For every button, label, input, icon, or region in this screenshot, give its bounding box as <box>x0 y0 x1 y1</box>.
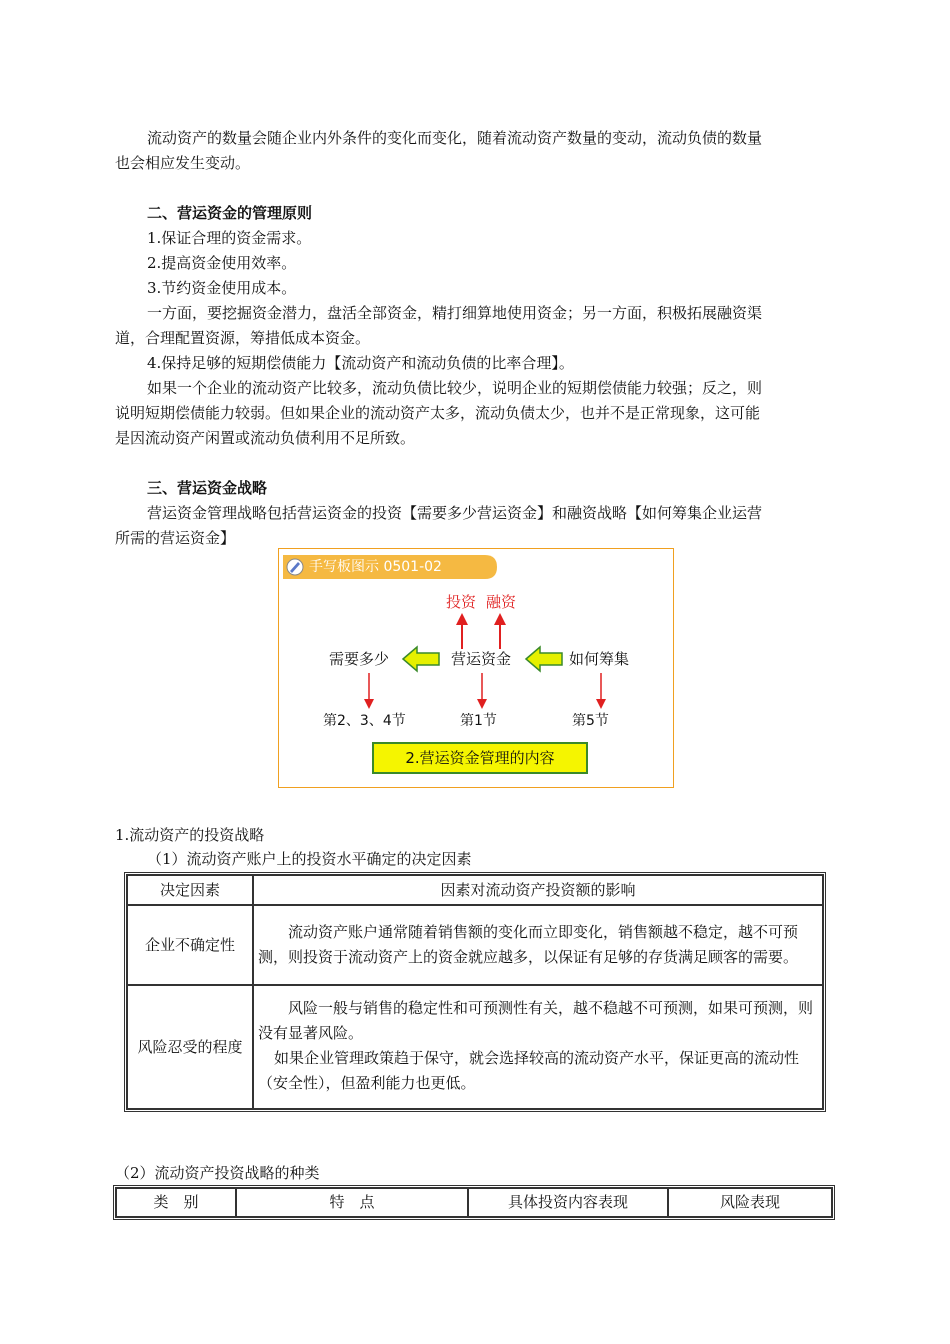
sub1-title: 1.流动资产的投资战略 <box>115 826 265 844</box>
intro-line-2: 也会相应发生变动。 <box>115 154 251 172</box>
sub2-title: （2）流动资产投资战略的种类 <box>115 1164 320 1182</box>
strategy-types-table <box>113 1185 835 1220</box>
section2-item-4-desc-1: 如果一个企业的流动资产比较多，流动负债比较少，说明企业的短期偿债能力较强；反之，则 <box>147 379 763 397</box>
up-arrow-invest-icon <box>456 613 468 649</box>
table1-header-impact: 因素对流动资产投资额的影响 <box>253 875 823 905</box>
down-arrow-mid-icon <box>477 673 487 709</box>
section3-desc-2: 所需的营运资金】 <box>115 529 236 547</box>
table1-header-factor: 决定因素 <box>127 875 253 905</box>
down-arrow-left-icon <box>364 673 374 709</box>
table2-header-content: 具体投资内容表现 <box>468 1188 668 1217</box>
diagram-label-invest: 投资 <box>446 593 477 611</box>
table1-impact-1 <box>253 905 823 985</box>
table1-impact-1-p1: 流动资产账户通常随着销售额的变化而立即变化，销售额越不稳定，越不可预测，则投资于流动资产上的资金就应越多，以保证有足够的存货满足顾客的需要。 <box>258 923 799 966</box>
section2-item-3-desc-1: 一方面，要挖掘资金潜力，盘活全部资金，精打细算地使用资金；另一方面，积极拓展融资渠 <box>147 304 763 322</box>
section2-item-1: 1.保证合理的资金需求。 <box>147 229 312 247</box>
up-arrow-finance-icon <box>494 613 506 649</box>
down-arrow-right-icon <box>596 673 606 709</box>
diagram-label-center: 营运资金 <box>451 650 512 668</box>
table1-factor-2: 风险忍受的程度 <box>127 985 253 1109</box>
table-row <box>127 905 823 985</box>
diagram-label-sec-right: 第5节 <box>572 713 609 729</box>
section2-item-2: 2.提高资金使用效率。 <box>147 254 297 272</box>
diagram-label-sec-mid: 第1节 <box>460 713 497 729</box>
table1-impact-2-p1: 风险一般与销售的稳定性和可预测性有关，越不稳越不可预测，如果可预测，则没有显著风险。 <box>258 999 814 1042</box>
left-block-arrow-1-icon <box>403 647 439 671</box>
table1-impact-2-p2: 如果企业管理政策趋于保守，就会选择较高的流动资产水平，保证更高的流动性（安全性），但盈利能力也更低。 <box>258 1049 800 1092</box>
handwriting-board-diagram <box>278 548 674 788</box>
diagram-label-how-much: 需要多少 <box>329 650 390 668</box>
table2-header-features: 特 点 <box>236 1188 468 1217</box>
section2-item-4-desc-3: 是因流动资产闲置或流动负债利用不足所致。 <box>115 429 416 447</box>
table1-factor-1: 企业不确定性 <box>127 905 253 985</box>
table-row <box>127 985 823 1109</box>
diagram-label-sec-left: 第2、3、4节 <box>323 713 406 729</box>
table1-impact-2 <box>253 985 823 1109</box>
section2-item-4: 4.保持足够的短期偿债能力【流动资产和流动负债的比率合理】。 <box>147 354 574 372</box>
section3-desc-1: 营运资金管理战略包括营运资金的投资【需要多少营运资金】和融资战略【如何筹集企业运营 <box>147 504 763 522</box>
table2-header-risk: 风险表现 <box>668 1188 832 1217</box>
table2-header-category: 类 别 <box>116 1188 236 1217</box>
section2-item-4-desc-2: 说明短期偿债能力较弱。但如果企业的流动资产太多，流动负债太少，也并不是正常现象，这可能 <box>115 404 761 422</box>
section2-title: 二、营运资金的管理原则 <box>147 204 313 222</box>
diagram-banner-text: 手写板图示 0501-02 <box>309 559 442 575</box>
section2-item-3: 3.节约资金使用成本。 <box>147 279 297 297</box>
sub1-subtitle: （1）流动资产账户上的投资水平确定的决定因素 <box>147 850 472 868</box>
diagram-label-finance: 融资 <box>486 593 517 611</box>
diagram-label-how-raise: 如何筹集 <box>569 650 630 668</box>
factors-table <box>124 872 826 1112</box>
section3-title: 三、营运资金战略 <box>147 479 268 497</box>
intro-line-1: 流动资产的数量会随企业内外条件的变化而变化，随着流动资产数量的变动，流动负债的数量 <box>147 129 763 147</box>
diagram-box-text: 2.营运资金管理的内容 <box>405 749 555 767</box>
section2-item-3-desc-2: 道，合理配置资源，筹措低成本资金。 <box>115 329 371 347</box>
left-block-arrow-2-icon <box>526 647 562 671</box>
